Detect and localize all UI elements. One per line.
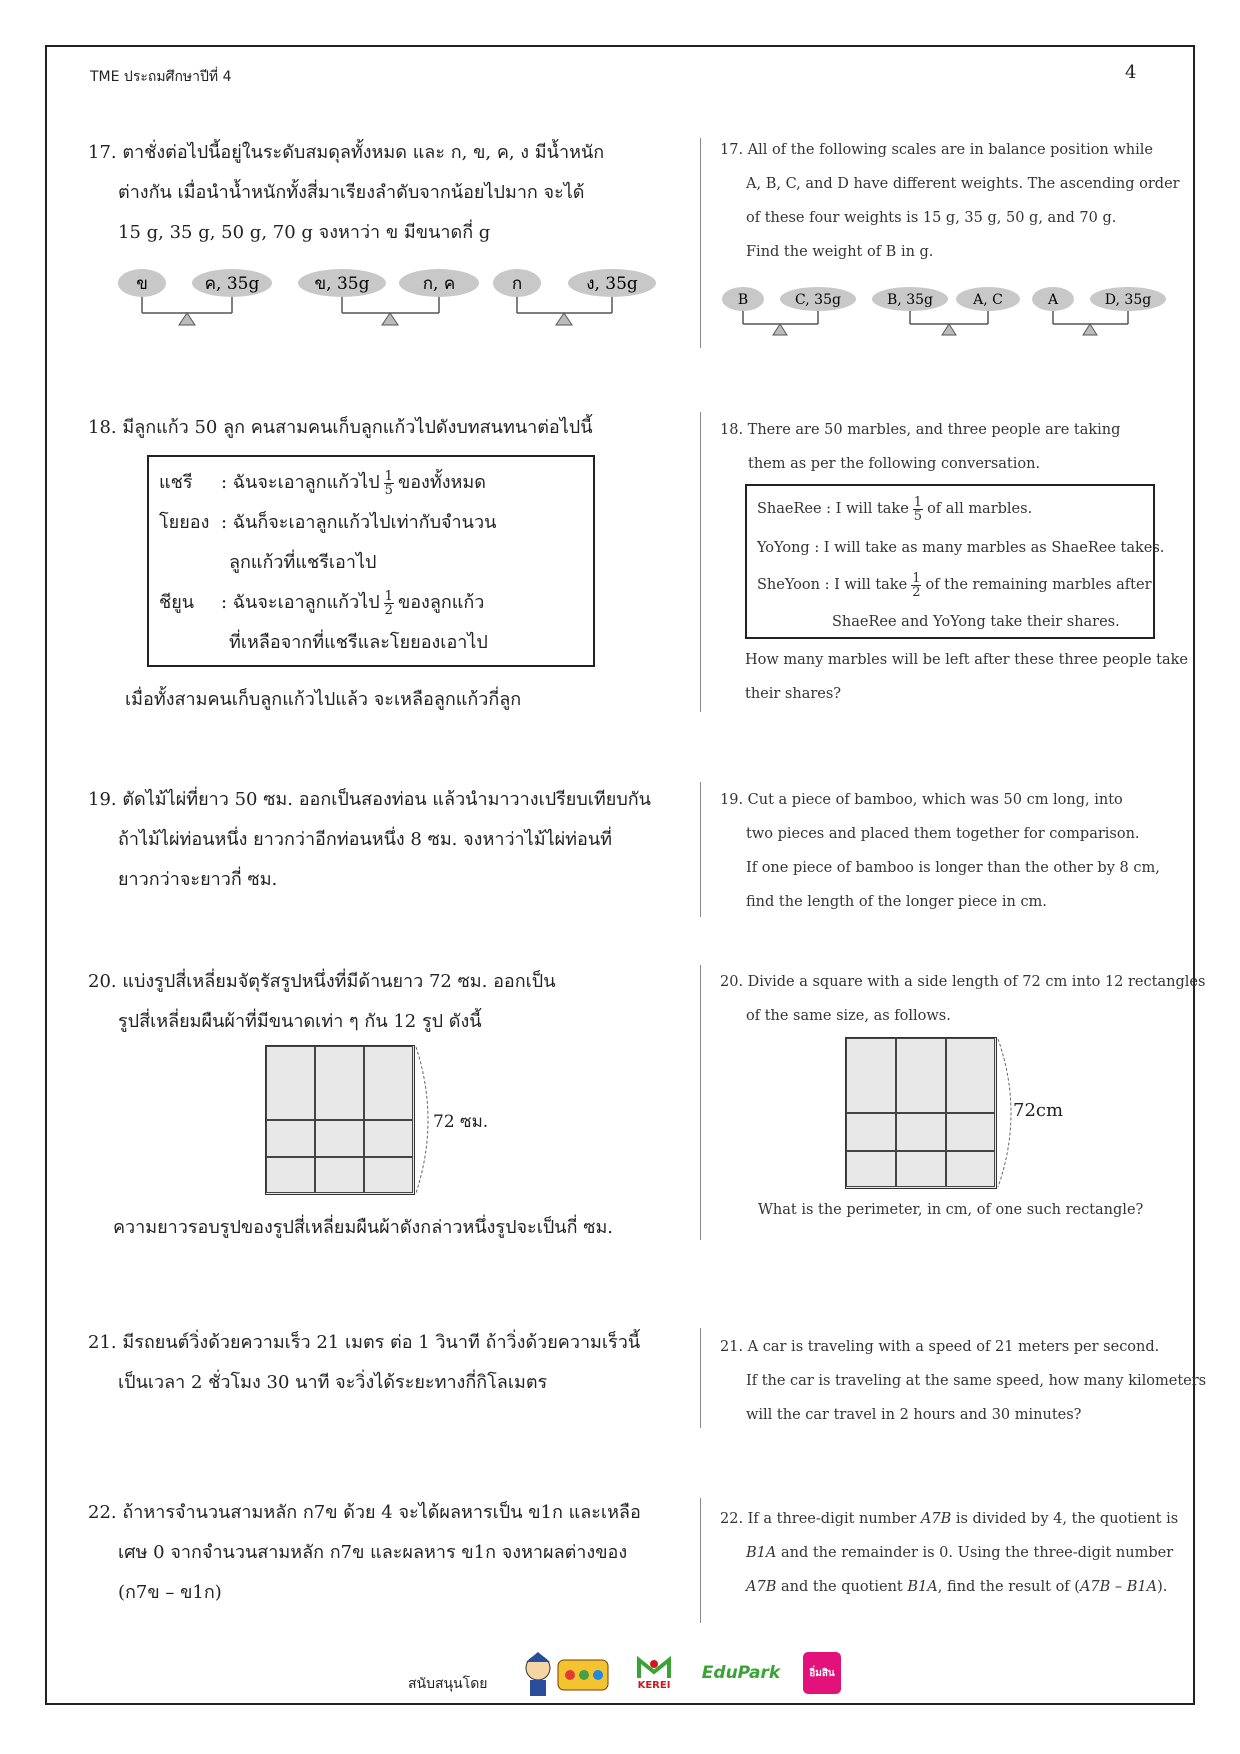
q17-english-text: 17. All of the following scales are in balance position while A, B, C, and D have different weights. The ascending order of these four weights is 15 g, 35 g, 50 g, and 70 g. Find the weight of B in g. xyxy=(720,142,1180,260)
q20-thai-text: 20. แบ่งรูปสี่เหลี่ยมจัตุรัสรูปหนึ่งที่มีด้านยาว 72 ซม. ออกเป็น รูปสี่เหลี่ยมผืนผ้าที่มีขนาดเท่า ๆ กัน 12 รูป ดังนี้ xyxy=(88,971,556,1032)
q17-thai-text: 17. ตาชั่งต่อไปนี้อยู่ในระดับสมดุลทั้งหมด และ ก, ข, ค, ง มีน้ำหนัก ต่างกัน เมื่อนำน้ำหนักทั้งสี่มาเรียงลำดับจากน้อยไปมาก จะได้ 15 g, 35 g, 50 g, 70 g จงหาว่า ข มีขนาดกี่ g xyxy=(88,142,605,243)
pan-label: ข xyxy=(136,274,148,294)
column-divider xyxy=(700,138,701,348)
q20-thai-square-grid xyxy=(265,1045,415,1195)
column-divider xyxy=(700,1328,701,1428)
q19-thai-text: 19. ตัดไม้ไผ่ที่ยาว 50 ซม. ออกเป็นสองท่อน แล้วนำมาวางเปรียบเทียบกัน ถ้าไม้ไผ่ท่อนหนึ่ง ยาวกว่าอีกท่อนหนึ่ง 8 ซม. จงหาว่าไม้ไผ่ท่อนที่ ยาวกว่าจะยาวกี่ ซม. xyxy=(88,789,651,890)
q21-thai-text: 21. มีรถยนต์วิ่งด้วยความเร็ว 21 เมตร ต่อ 1 วินาที ถ้าวิ่งด้วยความเร็วนี้ เป็นเวลา 2 ชั่วโมง 30 นาที จะวิ่งได้ระยะทางกี่กิโลเมตร xyxy=(88,1332,641,1393)
pan-label: A, C xyxy=(973,292,1003,308)
dialogue-line-2: YoYong : I will take as many marbles as ShaeRee takes. xyxy=(757,540,1165,556)
column-divider xyxy=(700,412,701,712)
pan-label: ง, 35g xyxy=(586,274,638,294)
header-title: TME ประถมศึกษาปีที่ 4 xyxy=(90,69,232,85)
column-divider xyxy=(700,1498,701,1623)
q18-thai-dialogue-box xyxy=(147,455,595,667)
column-divider xyxy=(700,965,701,1240)
dialogue-line-1: ShaeRee : I will take $\frac{1}{5}$ of all marbles. xyxy=(757,494,1033,524)
dialogue-line-3b: ที่เหลือจากที่แชรีและโยยองเอาไป xyxy=(229,632,488,653)
q18-thai-intro: 18. มีลูกแก้ว 50 ลูก คนสามคนเก็บลูกแก้วไปดังบทสนทนาต่อไปนี้ xyxy=(88,417,593,438)
scale-2 xyxy=(872,287,1020,335)
sponsor-logo-kerei: KEREI xyxy=(632,1652,676,1694)
sponsor-logo-mascot xyxy=(520,1648,612,1700)
q19-english-text: 19. Cut a piece of bamboo, which was 50 cm long, into two pieces and placed them together for comparison. If one piece of bamboo is longer than the other by 8 cm, find the length of the longer piece in cm. xyxy=(720,792,1160,910)
q18-english-question: How many marbles will be left after these three people take their shares? xyxy=(745,652,1188,702)
q20-thai-question: ความยาวรอบรูปของรูปสี่เหลี่ยมผืนผ้าดังกล่าวหนึ่งรูปจะเป็นกี่ ซม. xyxy=(113,1217,614,1238)
q17-english-scales xyxy=(718,286,1178,342)
dialogue-line-2b: ลูกแก้วที่แชรีเอาไป xyxy=(229,552,377,573)
pan-label: A xyxy=(1047,292,1059,308)
scale-3 xyxy=(1032,287,1166,335)
pan-label: B xyxy=(737,292,749,308)
q20-english-question: What is the perimeter, in cm, of one such rectangle? xyxy=(758,1202,1144,1218)
sponsor-logo-edupark: EduPark xyxy=(701,1663,781,1683)
pan-label: C, 35g xyxy=(795,292,841,308)
dialogue-line-3: ชียูน : ฉันจะเอาลูกแก้วไป $\frac{1}{2}$ ของลูกแก้ว xyxy=(159,588,485,618)
dialogue-line-1: แชรี : ฉันจะเอาลูกแก้วไป $\frac{1}{5}$ ของทั้งหมด xyxy=(159,468,486,498)
q18-thai-question: เมื่อทั้งสามคนเก็บลูกแก้วไปแล้ว จะเหลือลูกแก้วกี่ลูก xyxy=(125,689,522,710)
q20-english-text: 20. Divide a square with a side length of 72 cm into 12 rectangles of the same size, as follows. xyxy=(720,974,1206,1024)
pan-label: ค, 35g xyxy=(204,274,260,294)
sponsor-logo-aimsin: อิ่มสิน xyxy=(803,1652,841,1694)
page-number: 4 xyxy=(1125,62,1137,83)
column-divider xyxy=(700,782,701,917)
pan-label: ก, ค xyxy=(422,274,456,294)
dialogue-line-2: โยยอง : ฉันก็จะเอาลูกแก้วไปเท่ากับจำนวน xyxy=(159,512,497,533)
q20-english-square-grid xyxy=(845,1037,997,1189)
q22-english-text: 22. If a three-digit number A7B is divided by 4, the quotient is B1A and the remainder is 0. Using the three-digit number A7B and the quotient B1A, find the result of (A7B – B1A). xyxy=(720,1511,1179,1595)
q18-english-intro: 18. There are 50 marbles, and three people are taking them as per the following conversation. xyxy=(720,422,1121,472)
q20-thai-side-label: 72 ซม. xyxy=(433,1112,489,1132)
q20-english-side-label: 72cm xyxy=(1013,1100,1064,1121)
q17-thai-scales xyxy=(112,265,672,333)
scale-1 xyxy=(118,269,272,325)
q21-english-text: 21. A car is traveling with a speed of 21 meters per second. If the car is traveling at the same speed, how many kilometers will the car travel in 2 hours and 30 minutes? xyxy=(720,1339,1207,1423)
sponsor-label: สนับสนุนโดย xyxy=(408,1676,488,1692)
scale-3 xyxy=(493,269,656,325)
pan-label: ก xyxy=(511,274,523,294)
scale-1 xyxy=(722,287,856,335)
pan-label: D, 35g xyxy=(1104,292,1152,308)
q22-thai-text: 22. ถ้าหารจำนวนสามหลัก ก7ข ด้วย 4 จะได้ผลหารเป็น ข1ก และเหลือ เศษ 0 จากจำนวนสามหลัก ก7ข และผลหาร ข1ก จงหาผลต่างของ (ก7ข – ข1ก) xyxy=(88,1502,641,1603)
scale-2 xyxy=(298,269,479,325)
dialogue-line-3: SheYoon : I will take $\frac{1}{2}$ of the remaining marbles after xyxy=(757,570,1152,600)
pan-label: B, 35g xyxy=(887,292,933,308)
q18-english-dialogue-box xyxy=(745,484,1165,639)
dialogue-line-4: ShaeRee and YoYong take their shares. xyxy=(832,614,1120,630)
pan-label: ข, 35g xyxy=(314,274,370,294)
